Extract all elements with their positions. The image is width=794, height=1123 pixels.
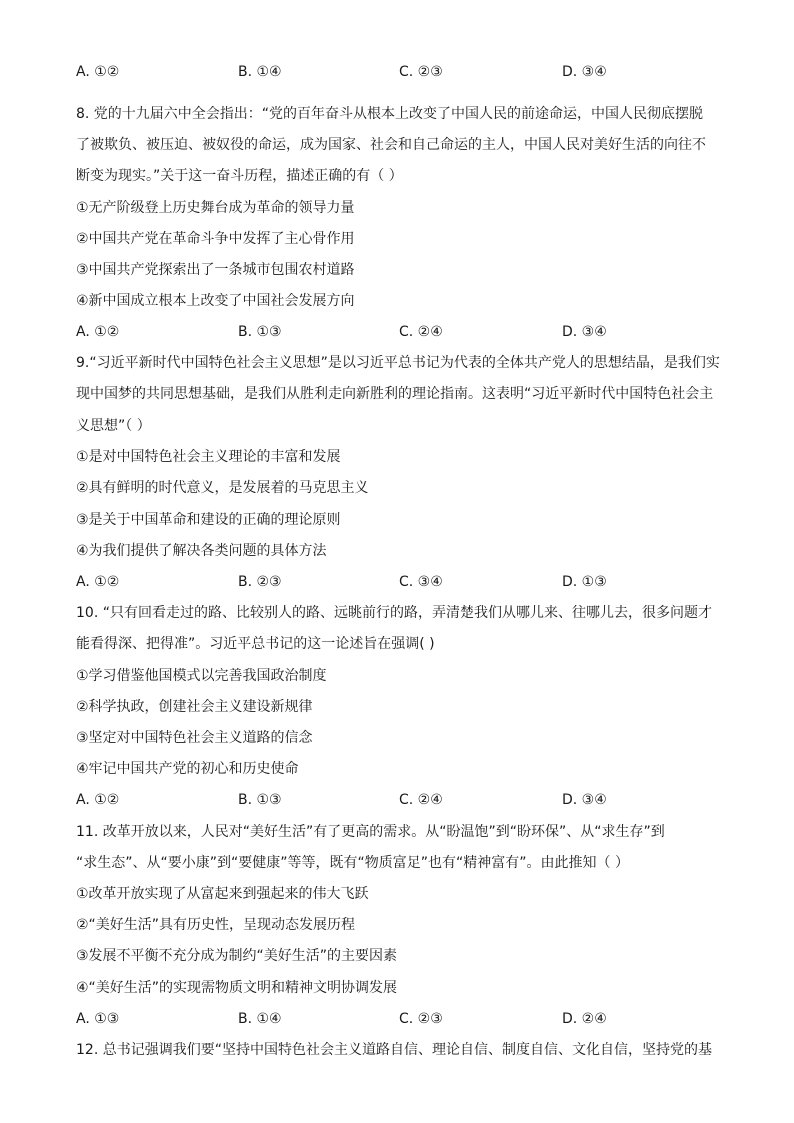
- question-9-item: ④为我们提供了解决各类问题的具体方法: [76, 543, 327, 559]
- question-11-options: [76, 1009, 726, 1029]
- question-9-stem-line: 9.“习近平新时代中国特色社会主义思想”是以习近平总书记为代表的全体共产党人的思想结晶，是我们实: [76, 355, 720, 371]
- option-b[interactable]: B. ②③: [238, 574, 282, 590]
- question-11-item: ①改革开放实现了从富起来到强起来的伟大飞跃: [76, 886, 369, 902]
- question-9-stem-line: 现中国梦的共同思想基础，是我们从胜利走向新胜利的理论指南。这表明“习近平新时代中国特色社会主: [76, 386, 714, 402]
- option-c[interactable]: C. ②④: [399, 792, 443, 808]
- question-8-options: [76, 322, 726, 342]
- question-10-options: [76, 790, 726, 810]
- question-8-item: ③中国共产党探索出了一条城市包围农村道路: [76, 262, 355, 278]
- question-12-stem-line: 12. 总书记强调我们要“坚持中国特色社会主义道路自信、理论自信、制度自信、文化自信，坚持党的基: [76, 1042, 712, 1058]
- question-9-options: [76, 572, 726, 592]
- question-9-item: ②具有鲜明的时代意义，是发展着的马克思主义: [76, 480, 369, 496]
- option-a[interactable]: A. ①②: [76, 324, 120, 340]
- question-11-stem-line: “求生态”、从“要小康”到“要健康”等等，既有“物质富足”也有“精神富有”。由此推知（ ）: [76, 855, 629, 871]
- option-c[interactable]: C. ②④: [399, 324, 443, 340]
- question-9-item: ①是对中国特色社会主义理论的丰富和发展: [76, 449, 341, 465]
- question-11-item: ②“美好生活”具有历史性，呈现动态发展历程: [76, 917, 356, 933]
- question-11-item: ④“美好生活”的实现需物质文明和精神文明协调发展: [76, 980, 398, 996]
- question-8-item: ④新中国成立根本上改变了中国社会发展方向: [76, 293, 355, 309]
- question-8-stem-line: 了被欺负、被压迫、被奴役的命运，成为国家、社会和自己命运的主人，中国人民对美好生活的向往不: [76, 137, 706, 153]
- question-8-item: ②中国共产党在革命斗争中发挥了主心骨作用: [76, 231, 355, 247]
- option-c[interactable]: C. ③④: [399, 574, 443, 590]
- question-11-item: ③发展不平衡不充分成为制约“美好生活”的主要因素: [76, 948, 398, 964]
- question-10-item: ①学习借鉴他国模式以完善我国政治制度: [76, 668, 327, 684]
- question-10-stem-line: 能看得深、把得准”。习近平总书记的这一论述旨在强调( ): [76, 636, 435, 652]
- question-7-options: [76, 62, 726, 82]
- question-10-item: ④牢记中国共产党的初心和历史使命: [76, 761, 299, 777]
- question-10-item: ③坚定对中国特色社会主义道路的信念: [76, 730, 313, 746]
- question-8-stem-line: 断变为现实。”关于这一奋斗历程，描述正确的有（ ）: [76, 168, 403, 184]
- question-8-item: ①无产阶级登上历史舞台成为革命的领导力量: [76, 200, 355, 216]
- question-10-item: ②科学执政，创建社会主义建设新规律: [76, 699, 313, 715]
- option-a[interactable]: A. ①②: [76, 792, 120, 808]
- option-d[interactable]: D. ③④: [562, 792, 607, 808]
- option-d[interactable]: D. ②④: [562, 1011, 607, 1027]
- question-11-stem-line: 11. 改革开放以来，人民对“美好生活”有了更高的需求。从“盼温饱”到“盼环保”、从“求生存”到: [76, 824, 665, 840]
- option-d[interactable]: D. ③④: [562, 324, 607, 340]
- option-a[interactable]: A. ①③: [76, 1011, 120, 1027]
- option-b[interactable]: B. ①④: [238, 1011, 282, 1027]
- option-d[interactable]: D. ①③: [562, 574, 607, 590]
- question-8-stem-line: 8. 党的十九届六中全会指出：“党的百年奋斗从根本上改变了中国人民的前途命运，中国人民彻底摆脱: [76, 106, 704, 122]
- option-c[interactable]: C. ②③: [399, 1011, 443, 1027]
- option-c[interactable]: C. ②③: [399, 64, 443, 80]
- option-b[interactable]: B. ①③: [238, 792, 282, 808]
- option-d[interactable]: D. ③④: [562, 64, 607, 80]
- question-10-stem-line: 10. “只有回看走过的路、比较别人的路、远眺前行的路，弄清楚我们从哪儿来、往哪儿去，很多问题才: [76, 605, 712, 621]
- option-a[interactable]: A. ①②: [76, 64, 120, 80]
- option-b[interactable]: B. ①④: [238, 64, 282, 80]
- option-b[interactable]: B. ①③: [238, 324, 282, 340]
- question-9-stem-line: 义思想”（ ）: [76, 418, 151, 434]
- question-9-item: ③是关于中国革命和建设的正确的理论原则: [76, 512, 341, 528]
- option-a[interactable]: A. ①②: [76, 574, 120, 590]
